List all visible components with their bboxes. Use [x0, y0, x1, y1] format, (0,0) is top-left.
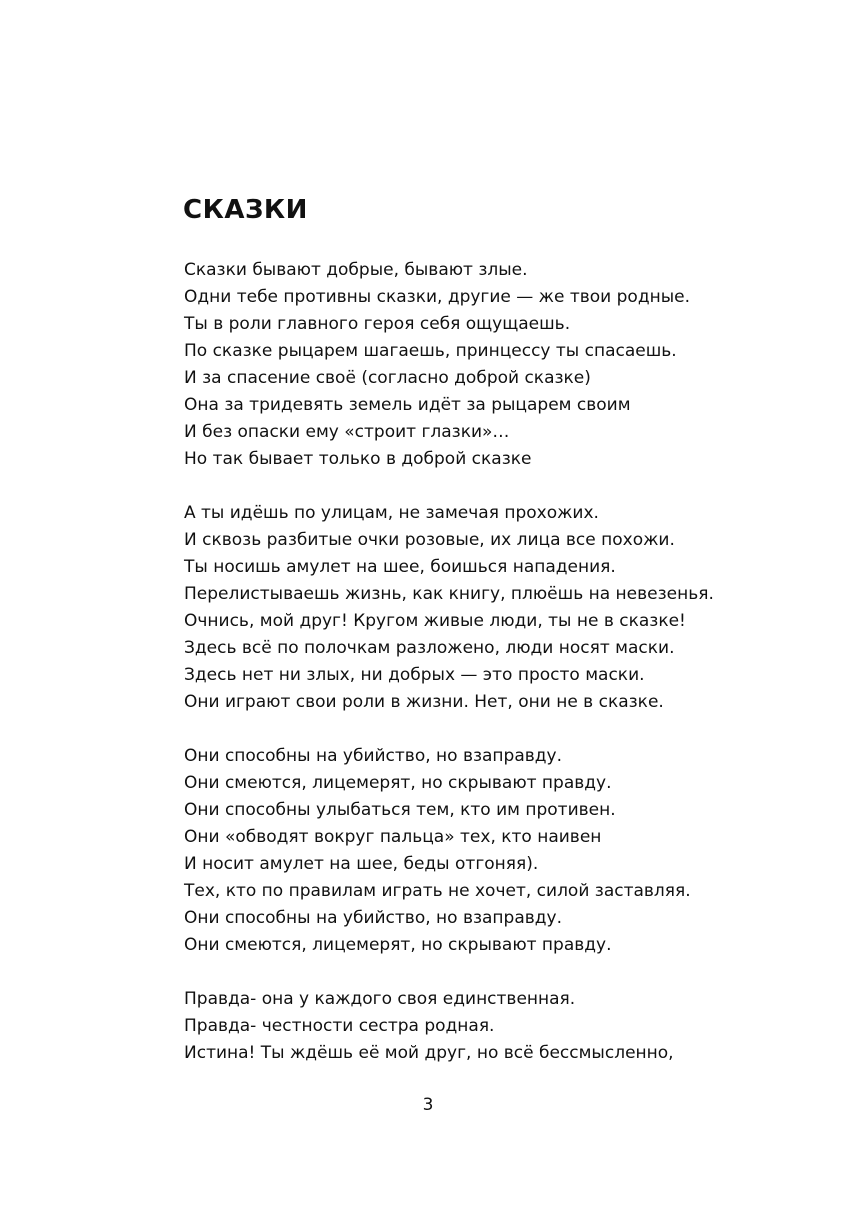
poem-line: Сказки бывают добрые, бывают злые.: [184, 260, 528, 280]
poem-line: И без опаски ему «строит глазки»…: [184, 422, 510, 442]
poem-line: Истина! Ты ждёшь её мой друг, но всё бессмысленно,: [184, 1043, 674, 1063]
poem-line: Они «обводят вокруг пальца» тех, кто наивен: [184, 827, 602, 847]
stanza-3: [184, 743, 784, 959]
stanza-1: [184, 257, 784, 473]
stanza-2: [184, 500, 784, 716]
poem-line: И за спасение своё (согласно доброй сказке): [184, 368, 591, 388]
stanza-4: [184, 986, 784, 1067]
poem-line: Они играют свои роли в жизни. Нет, они не в сказке.: [184, 692, 664, 712]
poem-line: По сказке рыцарем шагаешь, принцессу ты спасаешь.: [184, 341, 677, 361]
poem-line: Одни тебе противны сказки, другие — же твои родные.: [184, 287, 690, 307]
poem-line: Тех, кто по правилам играть не хочет, силой заставляя.: [184, 881, 691, 901]
poem-line: И носит амулет на шее, беды отгоняя).: [184, 854, 539, 874]
poem-line: Ты носишь амулет на шее, боишься нападения.: [184, 557, 616, 577]
poem-title: СКАЗКИ: [183, 195, 308, 225]
poem-line: Они смеются, лицемерят, но скрывают правду.: [184, 773, 612, 793]
poem-line: И сквозь разбитые очки розовые, их лица все похожи.: [184, 530, 675, 550]
poem-line: Перелистываешь жизнь, как книгу, плюёшь на невезенья.: [184, 584, 714, 604]
poem-line: Она за тридевять земель идёт за рыцарем своим: [184, 395, 631, 415]
poem-line: Здесь нет ни злых, ни добрых — это просто маски.: [184, 665, 645, 685]
poem-line: Ты в роли главного героя себя ощущаешь.: [184, 314, 571, 334]
poem-line: Очнись, мой друг! Кругом живые люди, ты не в сказке!: [184, 611, 686, 631]
poem-line: Они способны на убийство, но взаправду.: [184, 908, 562, 928]
poem-line: Правда- она у каждого своя единственная.: [184, 989, 576, 1009]
poem-line: Здесь всё по полочкам разложено, люди носят маски.: [184, 638, 675, 658]
page-number: 3: [422, 1095, 434, 1115]
poem-line: Они способны улыбаться тем, кто им противен.: [184, 800, 616, 820]
poem-line: Они смеются, лицемерят, но скрывают правду.: [184, 935, 612, 955]
poem-body: [184, 257, 784, 1094]
poem-line: Правда- честности сестра родная.: [184, 1016, 495, 1036]
poem-line: Но так бывает только в доброй сказке: [184, 449, 532, 469]
poem-line: Они способны на убийство, но взаправду.: [184, 746, 562, 766]
poem-line: А ты идёшь по улицам, не замечая прохожих.: [184, 503, 599, 523]
